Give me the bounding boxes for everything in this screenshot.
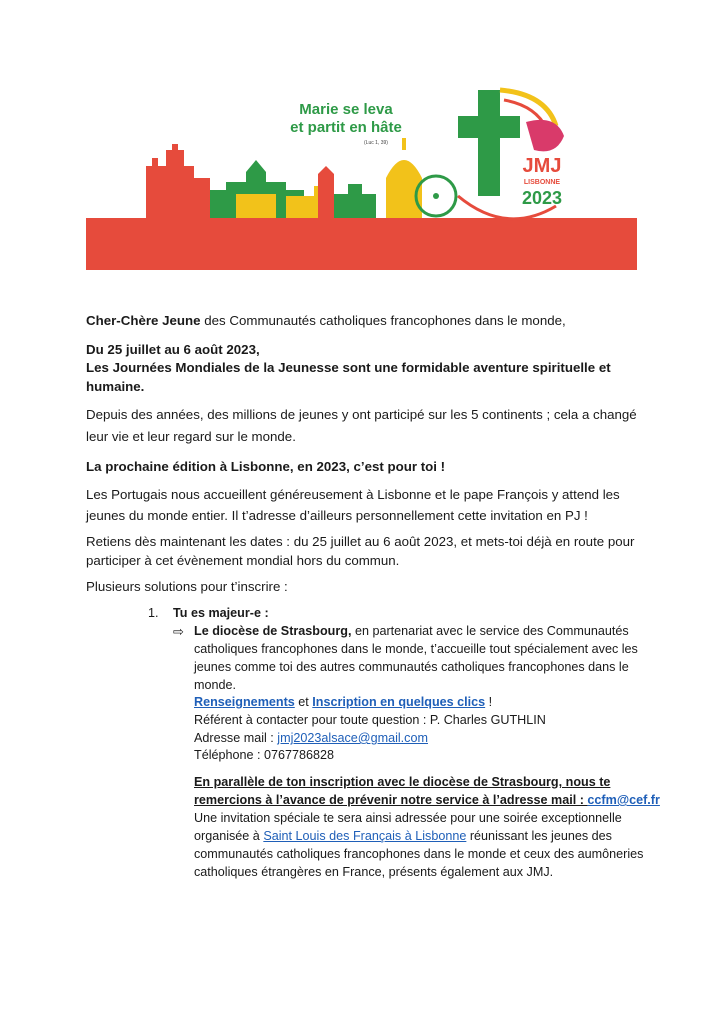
logo-city: LISBONNE <box>523 179 561 186</box>
next-edition: La prochaine édition à Lisbonne, en 2023, c’est pour toi ! <box>86 459 446 474</box>
parallel-line2: remercions à l’avance de prévenir notre service à l’adresse mail : ccfm@cef.fr <box>194 793 660 807</box>
paragraph3-line1: Retiens dès maintenant les dates : du 25 juillet au 6 août 2023, et mets-toi déjà en route pour <box>86 534 635 549</box>
diocese-line3: jeunes comme toi des autres communautés catholiques francophones dans le <box>194 660 629 674</box>
greeting-rest: des Communautés catholiques francophones dans le monde, <box>200 313 566 328</box>
invite-line2: organisée à Saint Louis des Français à Lisbonne réunissant les jeunes des <box>194 829 612 843</box>
email-line: Adresse mail : jmj2023alsace@gmail.com <box>194 731 428 745</box>
paragraph1-line1: Depuis des années, des millions de jeunes y ont participé sur les 5 continents ; cela a changé <box>86 407 637 422</box>
ccfm-email-link[interactable]: ccfm@cef.fr <box>587 793 660 807</box>
list-title: Tu es majeur-e : <box>173 606 269 620</box>
invite-line3: communautés catholiques francophones dans le monde et ceux des aumôneries <box>194 847 644 861</box>
greeting-bold: Cher-Chère Jeune <box>86 313 201 328</box>
invite-line4: catholiques étrangères en France, présents également aux JMJ. <box>194 865 554 879</box>
inscription-link[interactable]: Inscription en quelques clics <box>312 695 486 709</box>
jmj-line2: humaine. <box>86 379 145 394</box>
links-line: Renseignements et Inscription en quelques clics ! <box>194 695 493 709</box>
arrow-icon: ⇨ <box>173 624 184 639</box>
paragraph1-line2: leur vie et leur regard sur le monde. <box>86 429 296 444</box>
diocese-line2: catholiques francophones dans le monde, t’accueille tout spécialement avec les <box>194 642 638 656</box>
jmj-banner <box>86 86 637 270</box>
invite-line1: Une invitation spéciale te sera ainsi adressée pour une soirée exceptionnelle <box>194 811 622 825</box>
dates-line: Du 25 juillet au 6 août 2023, <box>86 342 260 357</box>
list-number: 1. <box>148 606 159 620</box>
diocese-line1: Le diocèse de Strasbourg, en partenariat avec le service des Communautés <box>194 624 629 638</box>
logo-year: 2023 <box>521 188 563 208</box>
phone-line: Téléphone : 0767786828 <box>194 748 335 762</box>
referent-line: Référent à contacter pour toute question : P. Charles GUTHLIN <box>194 713 546 727</box>
greeting <box>86 311 646 330</box>
slogan-line1: Marie se leva <box>299 101 393 118</box>
paragraph3-line2: participer à cet évènement mondial hors du commun. <box>86 553 400 568</box>
slogan-reference: (Luc 1, 39) <box>364 140 388 146</box>
banner-red-band <box>86 218 637 270</box>
renseignements-link[interactable]: Renseignements <box>194 695 295 709</box>
saint-louis-link[interactable]: Saint Louis des Français à Lisbonne <box>263 829 467 843</box>
diocese-line4: monde. <box>194 678 237 692</box>
parallel-line1: En parallèle de ton inscription avec le diocèse de Strasbourg, nous te <box>194 775 611 789</box>
paragraph2-line2: jeunes du monde entier. Il t’adresse d’ailleurs personnellement cette invitation en PJ ! <box>86 508 588 523</box>
logo-jmj: JMJ <box>522 155 562 177</box>
solutions-intro: Plusieurs solutions pour t’inscrire : <box>86 579 288 594</box>
email-link[interactable]: jmj2023alsace@gmail.com <box>277 731 428 745</box>
jmj-line1: Les Journées Mondiales de la Jeunesse sont une formidable aventure spirituelle et <box>86 360 611 375</box>
paragraph2-line1: Les Portugais nous accueillent généreusement à Lisbonne et le pape François y attend les <box>86 487 620 502</box>
slogan-line2: et partit en hâte <box>290 119 402 136</box>
